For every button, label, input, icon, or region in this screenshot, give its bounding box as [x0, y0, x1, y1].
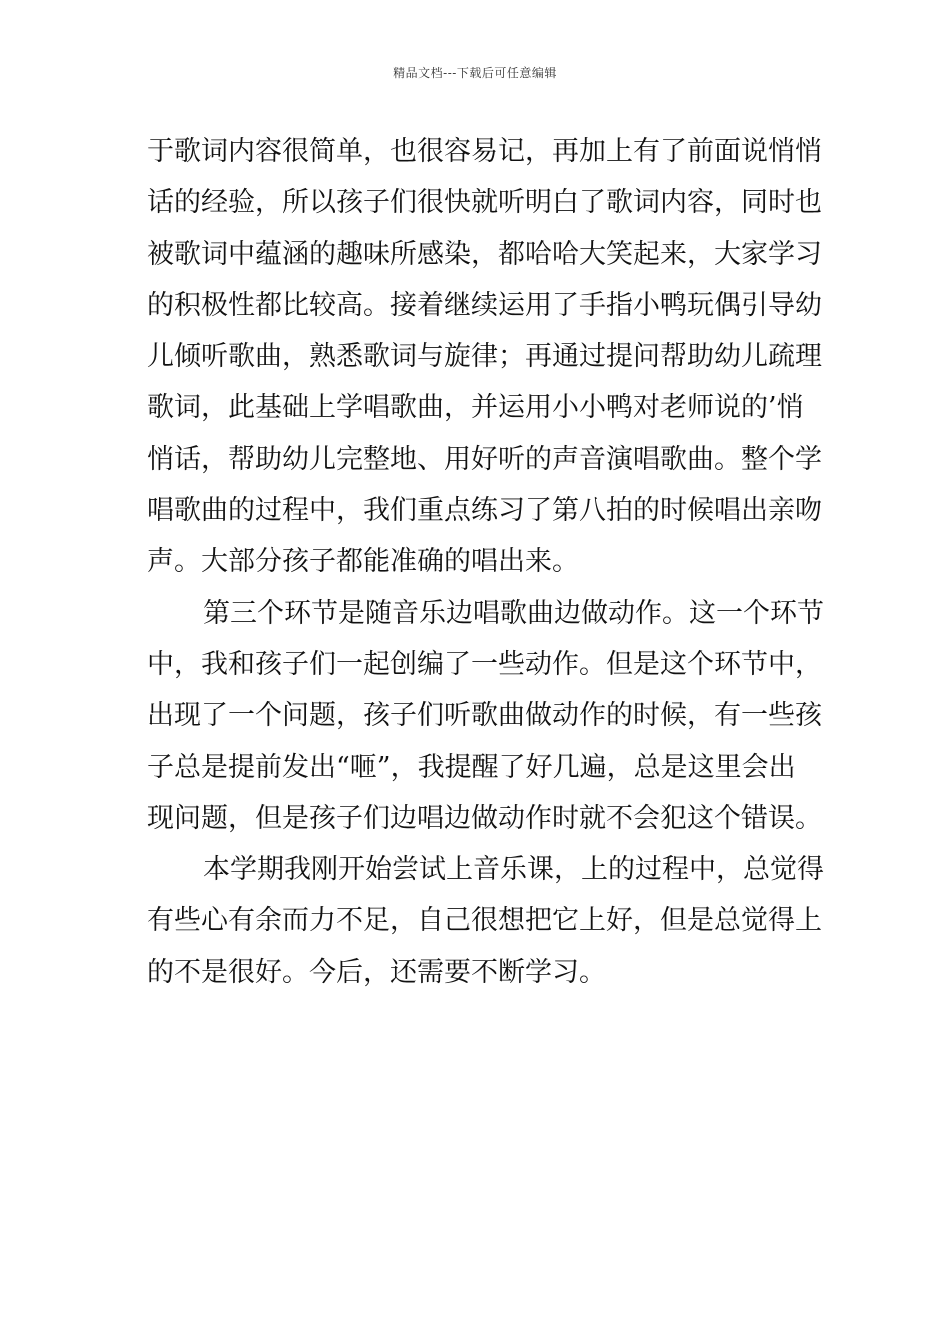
text-line: 歌词，此基础上学唱歌曲，并运用小小鸭对老师说的’悄	[147, 392, 804, 424]
text-line: 被歌词中蕴涵的趣味所感染，都哈哈大笑起来，大家学习	[147, 238, 822, 270]
text-line: 话的经验，所以孩子们很快就听明白了歌词内容，同时也	[147, 187, 822, 219]
text-line: 于歌词内容很简单，也很容易记，再加上有了前面说悄悄	[147, 136, 822, 167]
text-line: 出现了一个问题，孩子们听歌曲做动作的时候，有一些孩	[147, 700, 822, 732]
text-line: 唱歌曲的过程中，我们重点练习了第八拍的时候唱出亲吻	[147, 495, 822, 527]
text-line: 中，我和孩子们一起创编了一些动作。但是这个环节中，	[147, 648, 822, 680]
text-line: 的积极性都比较高。接着继续运用了手指小鸭玩偶引导幼	[147, 289, 822, 321]
text-line: 有些心有余而力不足，自己很想把它上好，但是总觉得上	[147, 905, 822, 937]
text-line: 子总是提前发出“咂”，我提醒了好几遍，总是这里会出	[147, 751, 796, 783]
body-text	[147, 126, 824, 998]
text-line: 现问题，但是孩子们边唱边做动作时就不会犯这个错误。	[147, 802, 822, 834]
page-header: 精品文档---下载后可任意编辑	[393, 66, 557, 80]
text-line: 儿倾听歌曲，熟悉歌词与旋律；再通过提问帮助幼儿疏理	[147, 341, 822, 373]
text-line: 的不是很好。今后，还需要不断学习。	[147, 956, 606, 988]
paragraph-first-line: 本学期我刚开始尝试上音乐课，上的过程中，总觉得	[203, 854, 824, 886]
paragraph-first-line: 第三个环节是随音乐边唱歌曲边做动作。这一个环节	[203, 597, 824, 629]
text-line: 声。大部分孩子都能准确的唱出来。	[147, 546, 579, 578]
text-line: 悄话，帮助幼儿完整地、用好听的声音演唱歌曲。整个学	[147, 443, 822, 475]
